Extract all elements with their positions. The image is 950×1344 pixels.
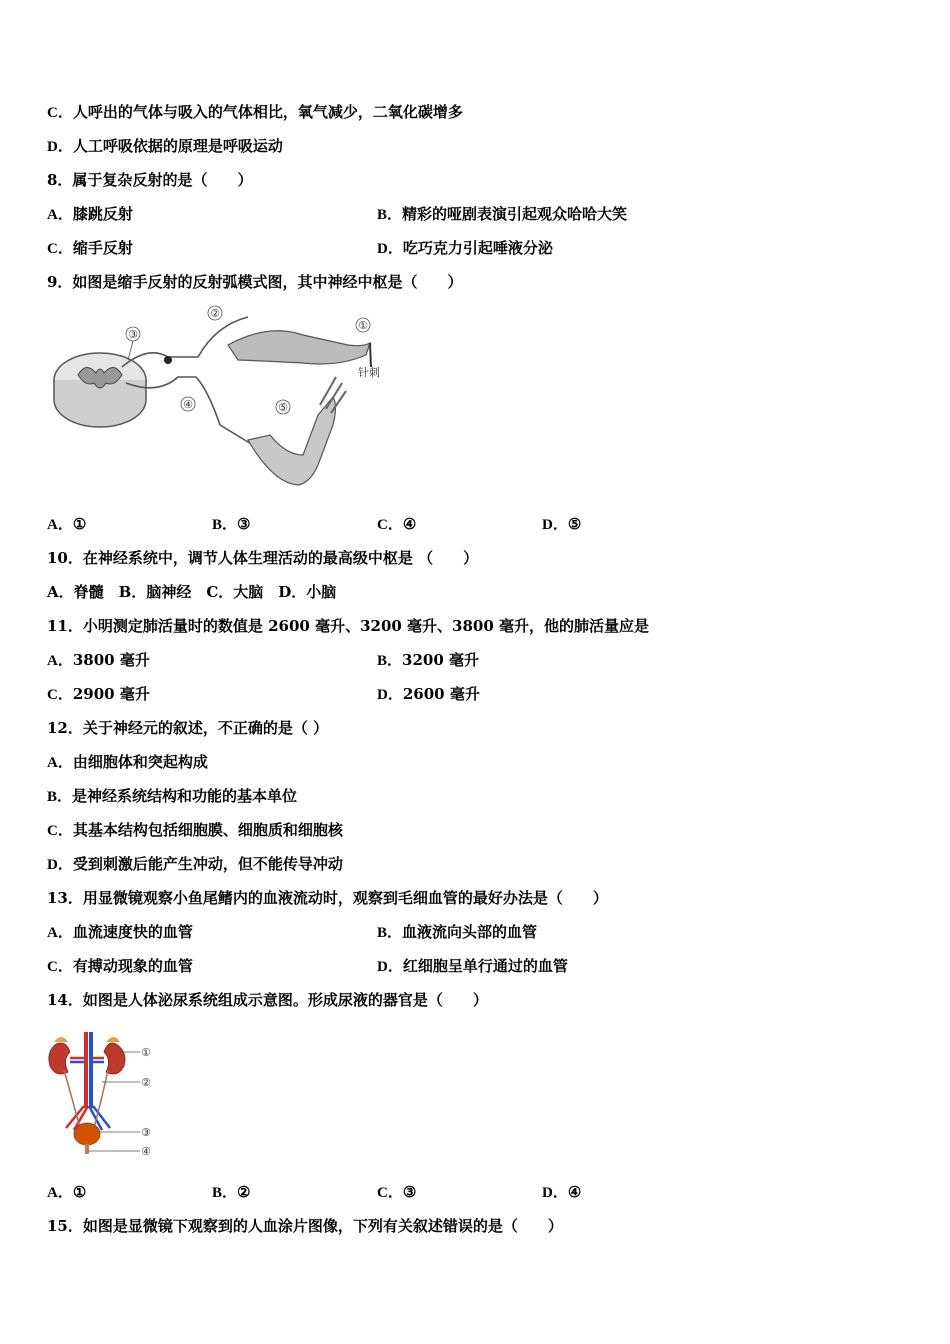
q12-option-d: D．受到刺激后能产生冲动，但不能传导冲动 [47,855,343,873]
q8-option-b: B．精彩的哑剧表演引起观众哈哈大笑 [377,205,628,223]
q12-option-b: B．是神经系统结构和功能的基本单位 [47,787,298,805]
label-2: ② [210,307,220,320]
needle-caption: 针刺 [358,366,380,379]
needle [370,343,371,367]
q13-option-d: D．红细胞呈单行通过的血管 [377,957,568,975]
q9-option-d: D．⑤ [542,515,582,533]
q7-option-d: D．人工呼吸依据的原理是呼吸运动 [47,137,283,155]
q14-option-c: C．③ [377,1183,417,1201]
lower-arm [248,397,336,485]
aorta [84,1032,88,1108]
adrenal-right [106,1037,120,1042]
q13-option-b: B．血液流向头部的血管 [377,923,538,941]
q11-stem: 11．小明测定肺活量时的数值是 2600 毫升、3200 毫升、3800 毫升，他的肺活量应是 [47,617,650,635]
q12-option-a: A．由细胞体和突起构成 [47,753,208,771]
label-3: ③ [141,1126,151,1139]
label-1: ① [358,319,368,332]
bladder [74,1123,100,1145]
q10-options: A．脊髓 B．脑神经 C．大脑 D．小脑 [47,583,337,601]
urinary-system-figure [44,1028,164,1163]
q11-option-a: A．3800 毫升 [47,651,150,669]
q7-option-c: C．人呼出的气体与吸入的气体相比，氧气减少，二氧化碳增多 [47,103,463,121]
kidney-left [49,1043,70,1074]
q13-option-c: C．有搏动现象的血管 [47,957,193,975]
q11-option-c: C．2900 毫升 [47,685,150,703]
urethra [85,1144,89,1154]
q14-stem: 14．如图是人体泌尿系统组成示意图。形成尿液的器官是（ ） [47,991,488,1009]
q15-stem: 15．如图是显微镜下观察到的人血涂片图像，下列有关叙述错误的是（ ） [47,1217,563,1235]
q9-option-a: A．① [47,515,87,533]
q11-option-d: D．2600 毫升 [377,685,480,703]
afferent-nerve [122,317,248,367]
q8-option-d: D．吃巧克力引起唾液分泌 [377,239,553,257]
vena-cava [89,1032,93,1108]
q9-option-b: B．③ [212,515,251,533]
reflex-arc-figure [48,305,388,490]
adrenal-left [54,1037,68,1042]
ganglion [164,356,172,364]
label-5: ⑤ [278,401,288,414]
q9-stem: 9．如图是缩手反射的反射弧模式图，其中神经中枢是（ ） [47,273,463,291]
q14-option-b: B．② [212,1183,251,1201]
label-1: ① [141,1046,151,1059]
q14-option-d: D．④ [542,1183,582,1201]
q8-option-a: A．膝跳反射 [47,205,133,223]
label-3: ③ [128,328,138,341]
q8-stem: 8．属于复杂反射的是（ ） [47,171,253,189]
spinal-cord-section [54,353,146,427]
q12-option-c: C．其基本结构包括细胞膜、细胞质和细胞核 [47,821,343,839]
q11-option-b: B．3200 毫升 [377,651,479,669]
label-2: ② [141,1076,151,1089]
q14-option-a: A．① [47,1183,87,1201]
q13-stem: 13．用显微镜观察小鱼尾鳍内的血液流动时，观察到毛细血管的最好办法是（ ） [47,889,608,907]
label-4: ④ [141,1145,151,1158]
upper-arm [228,331,370,364]
q13-option-a: A．血流速度快的血管 [47,923,193,941]
q9-option-c: C．④ [377,515,417,533]
kidney-right [104,1043,125,1074]
q12-stem: 12．关于神经元的叙述，不正确的是（ ） [47,719,329,737]
ureter-right [94,1070,108,1128]
q8-option-c: C．缩手反射 [47,239,133,257]
q10-stem: 10．在神经系统中，调节人体生理活动的最高级中枢是 （ ） [47,549,479,567]
label-4: ④ [183,398,193,411]
